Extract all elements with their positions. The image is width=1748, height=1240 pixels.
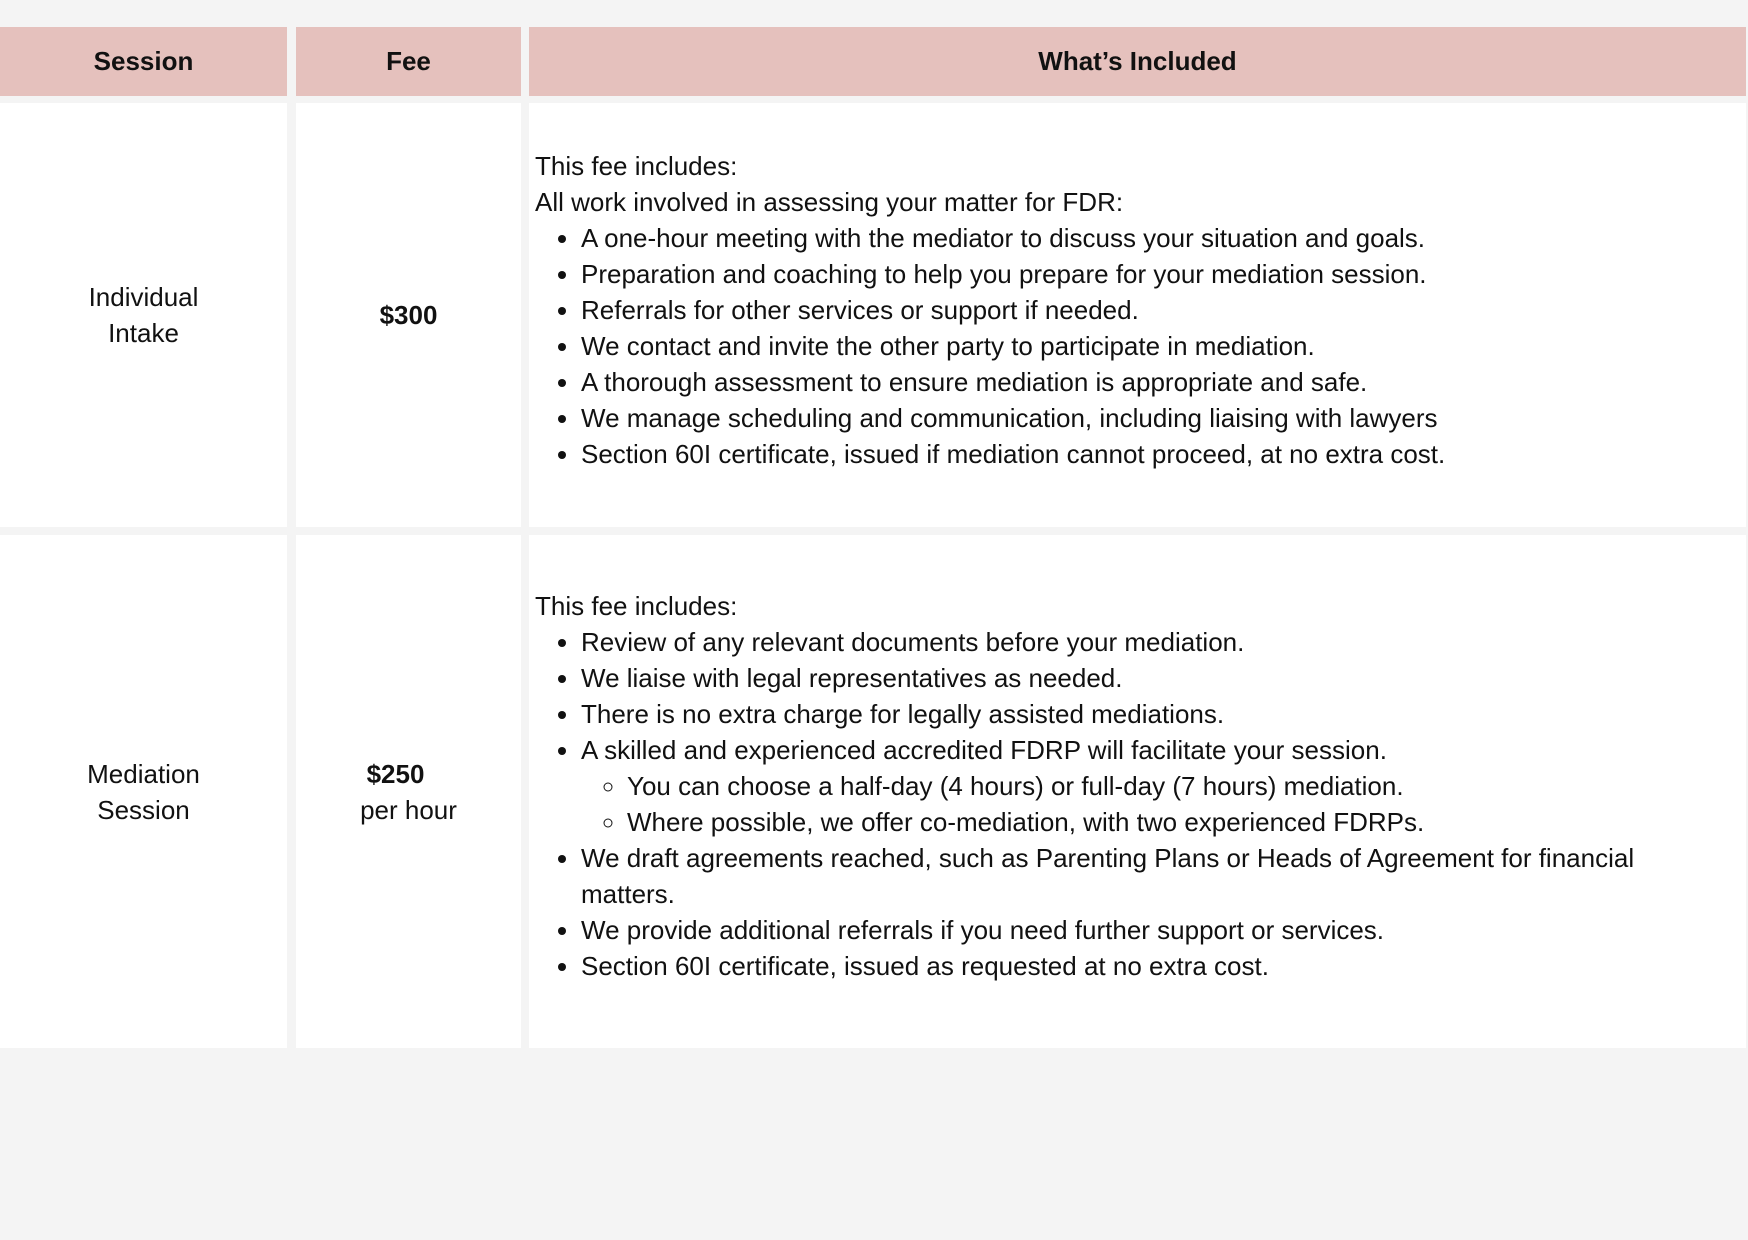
session-name: Mediation [87,758,200,789]
session-cell [0,535,287,1048]
list-item: • There is no extra charge for legally assisted mediations. [581,696,1746,732]
session-name: Individual [88,282,199,312]
list-item: • We draft agreements reached, such as Parenting Plans or Heads of Agreement for financial matters. [581,840,1746,912]
fee-cell [296,535,521,1048]
fee-cell [296,103,521,527]
header-whats-included: What’s Included [529,27,1746,96]
fee-amount: $300 [379,300,438,330]
sub-list-item: ◦ Where possible, we offer co-mediation, with two experienced FDRPs. [627,804,1746,840]
list-item: • Section 60I certificate, issued if mediation cannot proceed, at no extra cost. [581,436,1746,472]
sub-list [581,768,1746,840]
list-item: • A thorough assessment to ensure mediation is appropriate and safe. [581,364,1746,400]
session-cell [0,103,287,527]
sub-list-item: ◦ You can choose a half-day (4 hours) or full-day (7 hours) mediation. [627,768,1746,804]
list-item: • We manage scheduling and communication, including liaising with lawyers [581,400,1746,436]
list-item: • Review of any relevant documents before your mediation. [581,624,1746,660]
header-session: Session [0,27,287,96]
list-item: • A one-hour meeting with the mediator to discuss your situation and goals. [581,220,1746,256]
list-item: • We provide additional referrals if you need further support or services. [581,912,1746,948]
list-item-text: A skilled and experienced accredited FDRP will facilitate your session. [581,735,1387,765]
included-list [535,220,1746,472]
list-item: • Preparation and coaching to help you prepare for your mediation session. [581,256,1746,292]
session-name: Intake [108,318,179,348]
fee-unit: per hour [360,794,457,825]
included-cell [529,103,1746,527]
intro-text: All work involved in assessing your matter for FDR: [535,187,1124,217]
included-list [535,624,1746,984]
session-name: Session [97,794,190,825]
intro-text: This fee includes: [535,591,738,621]
list-item [581,732,1746,840]
list-item: • Section 60I certificate, issued as requested at no extra cost. [581,948,1746,984]
fee-amount: $250 [366,758,425,789]
included-cell [529,535,1746,1048]
list-item: • We contact and invite the other party to participate in mediation. [581,328,1746,364]
header-fee: Fee [296,27,521,96]
list-item: • Referrals for other services or support if needed. [581,292,1746,328]
intro-text: This fee includes: [535,151,738,181]
list-item: • We liaise with legal representatives as needed. [581,660,1746,696]
